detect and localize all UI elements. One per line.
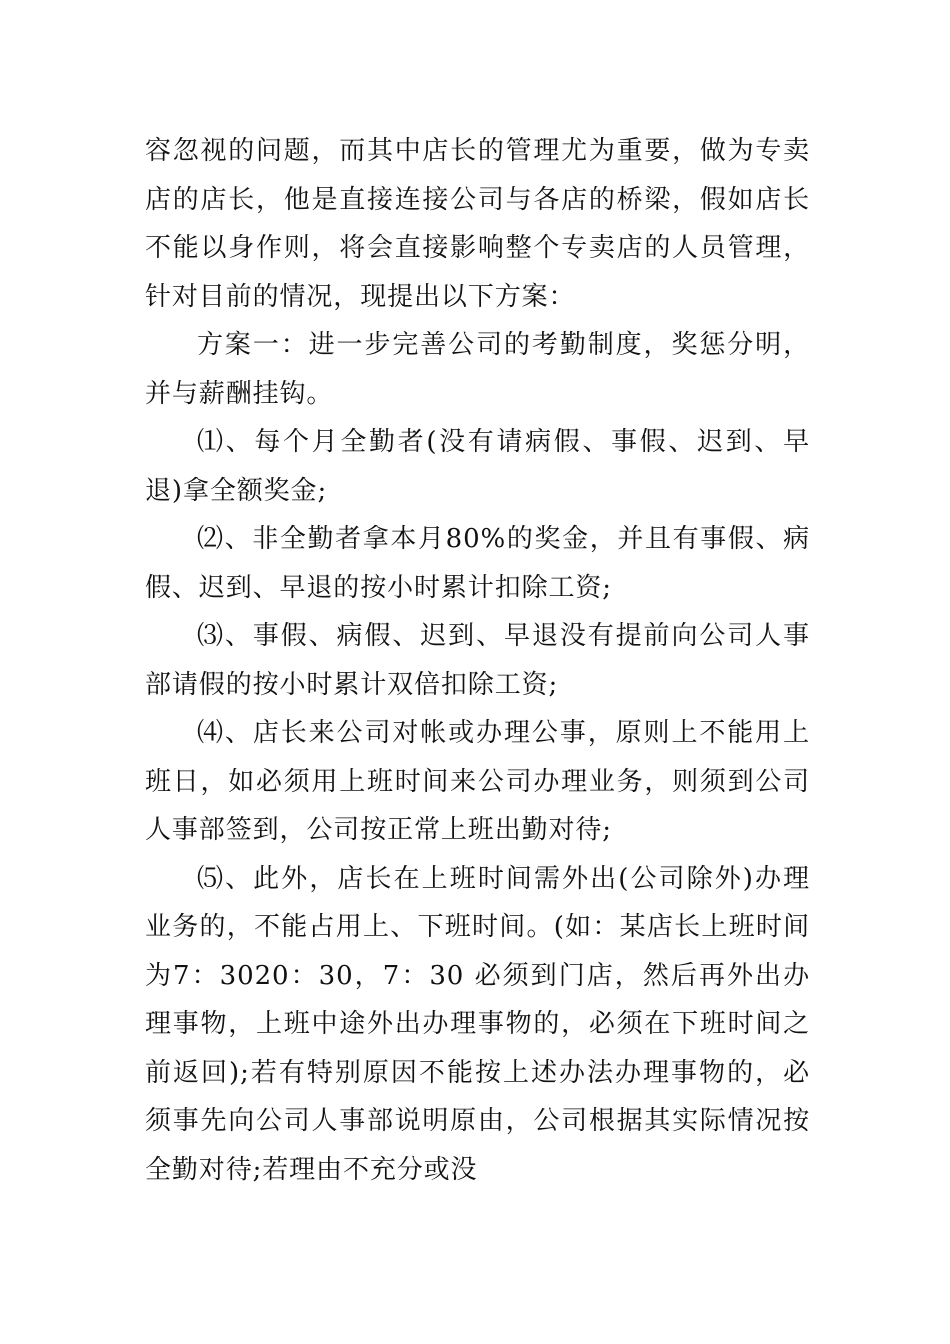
paragraph-item-2: ⑵、非全勤者拿本月80%的奖金，并且有事假、病假、迟到、早退的按小时累计扣除工资; <box>145 524 810 603</box>
document-body <box>145 127 810 1194</box>
paragraph-item-1: ⑴、每个月全勤者(没有请病假、事假、迟到、早退)拿全额奖金; <box>145 427 810 506</box>
paragraph-item-4: ⑷、店长来公司对帐或办理公事，原则上不能用上班日，如必须用上班时间来公司办理业务，则须到公司人事部签到，公司按正常上班出勤对待; <box>145 718 810 845</box>
paragraph-intro: 容忽视的问题，而其中店长的管理尤为重要，做为专卖店的店长，他是直接连接公司与各店的桥梁，假如店长不能以身作则，将会直接影响整个专卖店的人员管理，针对目前的情况，现提出以下方案： <box>145 136 810 312</box>
paragraph-item-5: ⑸、此外，店长在上班时间需外出(公司除外)办理业务的，不能占用上、下班时间。(如：某店长上班时间为7：3020：30，7：30 必须到门店，然后再外出办理事物，上班中途外出办理事物的，必须在下班时间之前返回);若有特别原因不能按上述办法办理事物的，必须事先向公司人事部说明原由，公司根据其实际情况按全勤对待;若理由不充分或没 <box>145 863 810 1185</box>
paragraph-item-3: ⑶、事假、病假、迟到、早退没有提前向公司人事部请假的按小时累计双倍扣除工资; <box>145 621 810 700</box>
paragraph-plan-one: 方案一：进一步完善公司的考勤制度，奖惩分明，并与薪酬挂钩。 <box>145 330 810 409</box>
